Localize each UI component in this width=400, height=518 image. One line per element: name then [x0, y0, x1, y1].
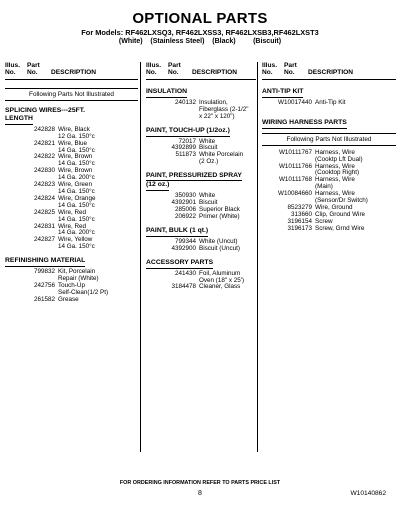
- column-divider: [140, 62, 141, 452]
- section-title: PAINT, TOUCH-UP (1/2oz.): [146, 127, 230, 137]
- part-number: 242756: [33, 281, 55, 289]
- part-row: [146, 271, 256, 285]
- not-illustrated-note: Following Parts Not Illustrated: [5, 88, 138, 101]
- part-row: [146, 284, 256, 291]
- part-number: 240132: [174, 98, 196, 106]
- part-row: [5, 141, 138, 155]
- header-part: Part No.: [284, 62, 297, 77]
- part-row: [146, 100, 256, 121]
- section-title: WIRING HARNESS PARTS: [262, 119, 347, 129]
- part-row: [5, 224, 138, 238]
- header-illus: Illus. No.: [5, 62, 21, 77]
- section-title: REFINISHING MATERIAL: [5, 257, 85, 267]
- section-title-line: LENGTH: [5, 115, 33, 125]
- part-description: Wire, Red 14 Ga. 150°c: [58, 208, 95, 223]
- part-number: 511873: [175, 151, 196, 159]
- part-row: [262, 177, 396, 191]
- part-row: [5, 269, 138, 283]
- parts-list: [146, 239, 256, 253]
- part-row: [5, 210, 138, 224]
- part-row: [146, 214, 256, 221]
- part-row: [5, 182, 138, 196]
- part-description: Insulation, Fiberglass (2-1/2" x 22" x 120"): [199, 98, 249, 120]
- model-list: For Models: RF462LXSQ3, RF462LXSS3, RF462LXSB3,RF462LXST3: [81, 28, 319, 37]
- part-number: 4392901: [171, 199, 196, 207]
- part-description: Wire, Blue 14 Ga. 150°c: [58, 139, 95, 154]
- header-part: Part No.: [27, 62, 40, 77]
- part-row: [5, 237, 138, 251]
- part-number: 242824: [33, 194, 55, 202]
- part-number: W10111767: [278, 148, 312, 156]
- header-illus: Illus. No.: [262, 62, 278, 77]
- part-number: 3196154: [287, 217, 312, 225]
- part-number: W10017440: [278, 98, 312, 106]
- part-row: [262, 191, 396, 205]
- section-title-line: PAINT, PRESSURIZED SPRAY: [146, 172, 242, 180]
- part-row: [262, 150, 396, 164]
- part-number: 242828: [33, 125, 55, 133]
- part-description: Biscuit (Uncut): [199, 244, 240, 252]
- part-description: Wire, Yellow 14 Ga. 150°c: [58, 236, 95, 251]
- header-part: Part No.: [168, 62, 181, 77]
- column-divider: [257, 62, 258, 452]
- section-title: PAINT, BULK (1 qt.): [146, 227, 208, 237]
- part-description: Wire, Black 12 Ga. 150°c: [58, 125, 95, 140]
- model-colors: (White) (Stainless Steel) (Black) (Biscuit): [118, 38, 282, 45]
- parts-list: [5, 127, 138, 251]
- parts-list: [262, 100, 396, 107]
- parts-list: [146, 271, 256, 292]
- part-description: Biscuit: [199, 199, 218, 207]
- part-number: 261582: [33, 295, 55, 303]
- column-1: [5, 62, 138, 452]
- part-number: 72017: [178, 137, 196, 145]
- section-title: [5, 107, 138, 125]
- section-title: ACCESSORY PARTS: [146, 259, 213, 269]
- part-description: Screw, Grnd Wire: [315, 224, 365, 232]
- part-number: 350930: [174, 192, 196, 200]
- part-description: Grease: [58, 295, 79, 303]
- part-description: Anti-Tip Kit: [315, 98, 346, 106]
- part-description: Wire, Orange 14 Ga. 150°c: [58, 194, 96, 209]
- part-number: 242825: [33, 208, 55, 216]
- part-description: Wire, Green 14 Ga. 150°c: [58, 181, 95, 195]
- part-row: [5, 168, 138, 182]
- part-description: White (Uncut): [199, 237, 238, 245]
- part-row: [146, 152, 256, 166]
- page-number: 8: [198, 490, 202, 497]
- part-number: 242822: [33, 153, 55, 161]
- part-number: 8523279: [287, 203, 312, 211]
- part-row: [262, 226, 396, 233]
- part-description: White: [199, 192, 216, 200]
- part-number: 3184478: [171, 283, 196, 291]
- part-description: Harness, Wire (Cooktp Lft Dual): [315, 148, 363, 163]
- part-description: Wire, Brown 14 Ga. 200°c: [58, 167, 95, 182]
- part-description: Primer (White): [199, 212, 240, 220]
- part-row: [146, 246, 256, 253]
- part-number: 206922: [174, 212, 196, 220]
- column-header: [262, 62, 396, 77]
- part-row: [5, 196, 138, 210]
- part-number: 799832: [33, 268, 55, 276]
- header-illus: Illus. No.: [146, 62, 162, 77]
- part-number: W10084660: [278, 190, 312, 198]
- page-title: OPTIONAL PARTS: [132, 10, 268, 27]
- parts-list: [146, 139, 256, 167]
- part-number: W10111766: [278, 162, 312, 170]
- section-title-line: SPLICING WIRES---25FT.: [5, 106, 86, 114]
- part-number: 242821: [33, 139, 55, 147]
- part-number: 285006: [174, 205, 196, 213]
- section-title: ANTI-TIP KIT: [262, 88, 303, 98]
- part-description: Harness, Wire (Main): [315, 176, 355, 191]
- part-description: Touch-Up Self-Clean(1/2 Pt): [58, 281, 109, 296]
- section-title: INSULATION: [146, 88, 187, 98]
- part-number: 242831: [33, 222, 55, 230]
- part-number: 242830: [33, 167, 55, 175]
- section-title: [146, 172, 256, 191]
- document-id: W10140862: [350, 490, 386, 497]
- part-description: Foil, Aluminum Oven (18" x 25'): [199, 269, 245, 284]
- header-desc: DESCRIPTION: [308, 69, 354, 77]
- header-desc: DESCRIPTION: [51, 69, 97, 77]
- part-description: Wire, Red 14 Ga. 200°c: [58, 222, 95, 237]
- section-title-line: (12 oz.): [146, 181, 169, 191]
- part-row: [5, 154, 138, 168]
- part-number: 242823: [33, 181, 55, 189]
- part-description: Superior Black: [199, 205, 240, 213]
- header-desc: DESCRIPTION: [192, 69, 238, 77]
- part-description: Kit, Porcelain Repair (White): [58, 268, 99, 283]
- column-2: [146, 62, 256, 452]
- part-description: White: [199, 137, 216, 145]
- part-number: 3196173: [287, 224, 312, 232]
- parts-list: [5, 269, 138, 304]
- part-number: 4392899: [171, 144, 196, 152]
- part-description: Cleaner, Glass: [199, 283, 241, 291]
- part-description: White Porcelain (2 Oz.): [199, 151, 244, 166]
- parts-list: [262, 150, 396, 233]
- part-number: W10111768: [278, 176, 312, 184]
- part-description: Harness, Wire (Sensor/Dr Switch): [315, 190, 368, 205]
- part-row: [5, 297, 138, 304]
- part-description: Harness, Wire (Cooktop Right): [315, 162, 360, 177]
- part-row: [262, 100, 396, 107]
- parts-list: [146, 193, 256, 221]
- not-illustrated-note: Following Parts Not Illustrated: [262, 133, 396, 146]
- parts-list: [146, 100, 256, 121]
- column-header: [5, 62, 138, 77]
- part-description: Clip, Ground Wire: [315, 210, 366, 218]
- column-3: [262, 62, 396, 452]
- part-description: Biscuit: [199, 144, 218, 152]
- part-description: Screw: [315, 217, 333, 225]
- part-row: [5, 283, 138, 297]
- part-number: 241430: [174, 269, 196, 277]
- part-number: 313660: [290, 210, 312, 218]
- part-number: 4392900: [171, 244, 196, 252]
- part-description: Wire, Brown 14 Ga. 150°c: [58, 153, 95, 168]
- ordering-info: FOR ORDERING INFORMATION REFER TO PARTS PRICE LIST: [119, 480, 281, 486]
- part-number: 799344: [174, 237, 196, 245]
- part-number: 242827: [33, 236, 55, 244]
- part-row: [5, 127, 138, 141]
- column-header: [146, 62, 256, 77]
- part-row: [262, 164, 396, 178]
- part-description: Wire, Ground: [315, 203, 353, 211]
